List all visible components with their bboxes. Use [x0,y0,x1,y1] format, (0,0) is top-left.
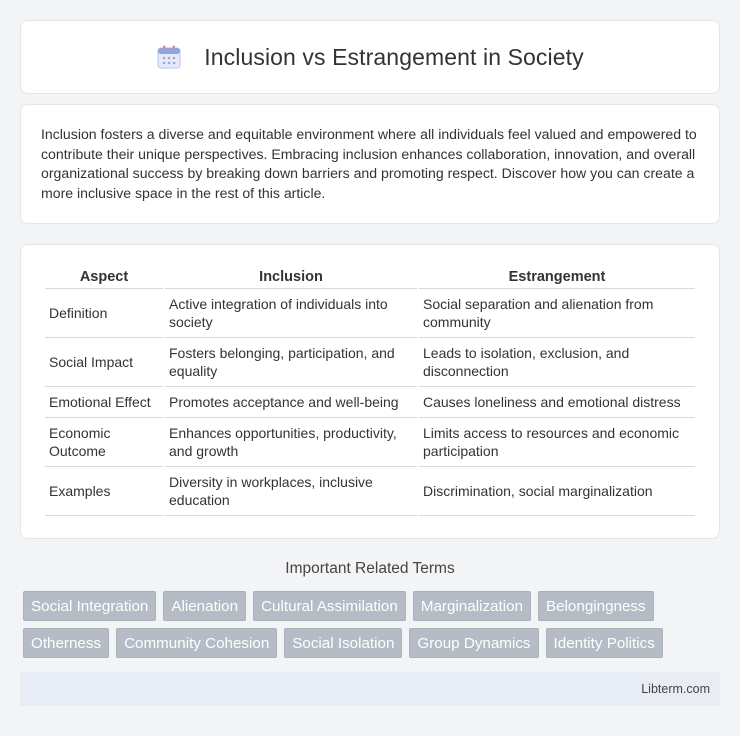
tag-group-dynamics[interactable]: Group Dynamics [409,628,538,658]
table-cell-estrangement: Discrimination, social marginalization [419,467,695,516]
column-header-aspect: Aspect [45,265,163,289]
calendar-icon [156,44,182,70]
intro-paragraph: Inclusion fosters a diverse and equitable environment where all individuals feel valued and empowered to contribute their unique perspectives. Embracing inclusion enhances collaboration, innovation, and overall organizational success by breaking down barriers and promoting respect. Discover how you can create a more inclusive space in the rest of this article. [41,126,697,201]
table-cell-aspect: Examples [45,467,163,516]
related-terms-tags [23,591,723,658]
tag-otherness[interactable]: Otherness [23,628,109,658]
related-terms-title: Important Related Terms [285,560,455,577]
tag-alienation[interactable]: Alienation [163,591,246,621]
table-cell-inclusion: Enhances opportunities, productivity, and growth [165,418,417,467]
column-header-inclusion: Inclusion [165,265,417,289]
table-cell-aspect: Definition [45,289,163,338]
table-cell-inclusion: Promotes acceptance and well-being [165,387,417,418]
intro-card [20,104,720,224]
title-wrap [156,44,583,71]
table-header-row [45,265,695,289]
comparison-table [43,265,697,516]
page-title: Inclusion vs Estrangement in Society [204,43,584,70]
footer-site-link[interactable]: Libterm.com [641,682,710,696]
table-row [45,467,695,516]
table-cell-inclusion: Fosters belonging, participation, and equality [165,338,417,387]
tag-social-integration[interactable]: Social Integration [23,591,156,621]
table-cell-inclusion: Active integration of individuals into society [165,289,417,338]
table-cell-estrangement: Leads to isolation, exclusion, and disconnection [419,338,695,387]
tag-belongingness[interactable]: Belongingness [538,591,654,621]
table-cell-aspect: Emotional Effect [45,387,163,418]
table-cell-inclusion: Diversity in workplaces, inclusive education [165,467,417,516]
column-header-estrangement: Estrangement [419,265,695,289]
table-row [45,338,695,387]
tag-row-1 [23,591,723,621]
tag-community-cohesion[interactable]: Community Cohesion [116,628,277,658]
tag-cultural-assimilation[interactable]: Cultural Assimilation [253,591,406,621]
header-card [20,20,720,94]
tag-row-2 [23,628,723,658]
table-row [45,387,695,418]
table-cell-estrangement: Limits access to resources and economic participation [419,418,695,467]
table-cell-aspect: Economic Outcome [45,418,163,467]
tag-identity-politics[interactable]: Identity Politics [546,628,663,658]
tag-marginalization[interactable]: Marginalization [413,591,531,621]
table-cell-estrangement: Causes loneliness and emotional distress [419,387,695,418]
table-cell-estrangement: Social separation and alienation from community [419,289,695,338]
comparison-table-card [20,244,720,539]
table-row [45,418,695,467]
table-cell-aspect: Social Impact [45,338,163,387]
tag-social-isolation[interactable]: Social Isolation [284,628,402,658]
table-row [45,289,695,338]
footer [20,672,720,706]
